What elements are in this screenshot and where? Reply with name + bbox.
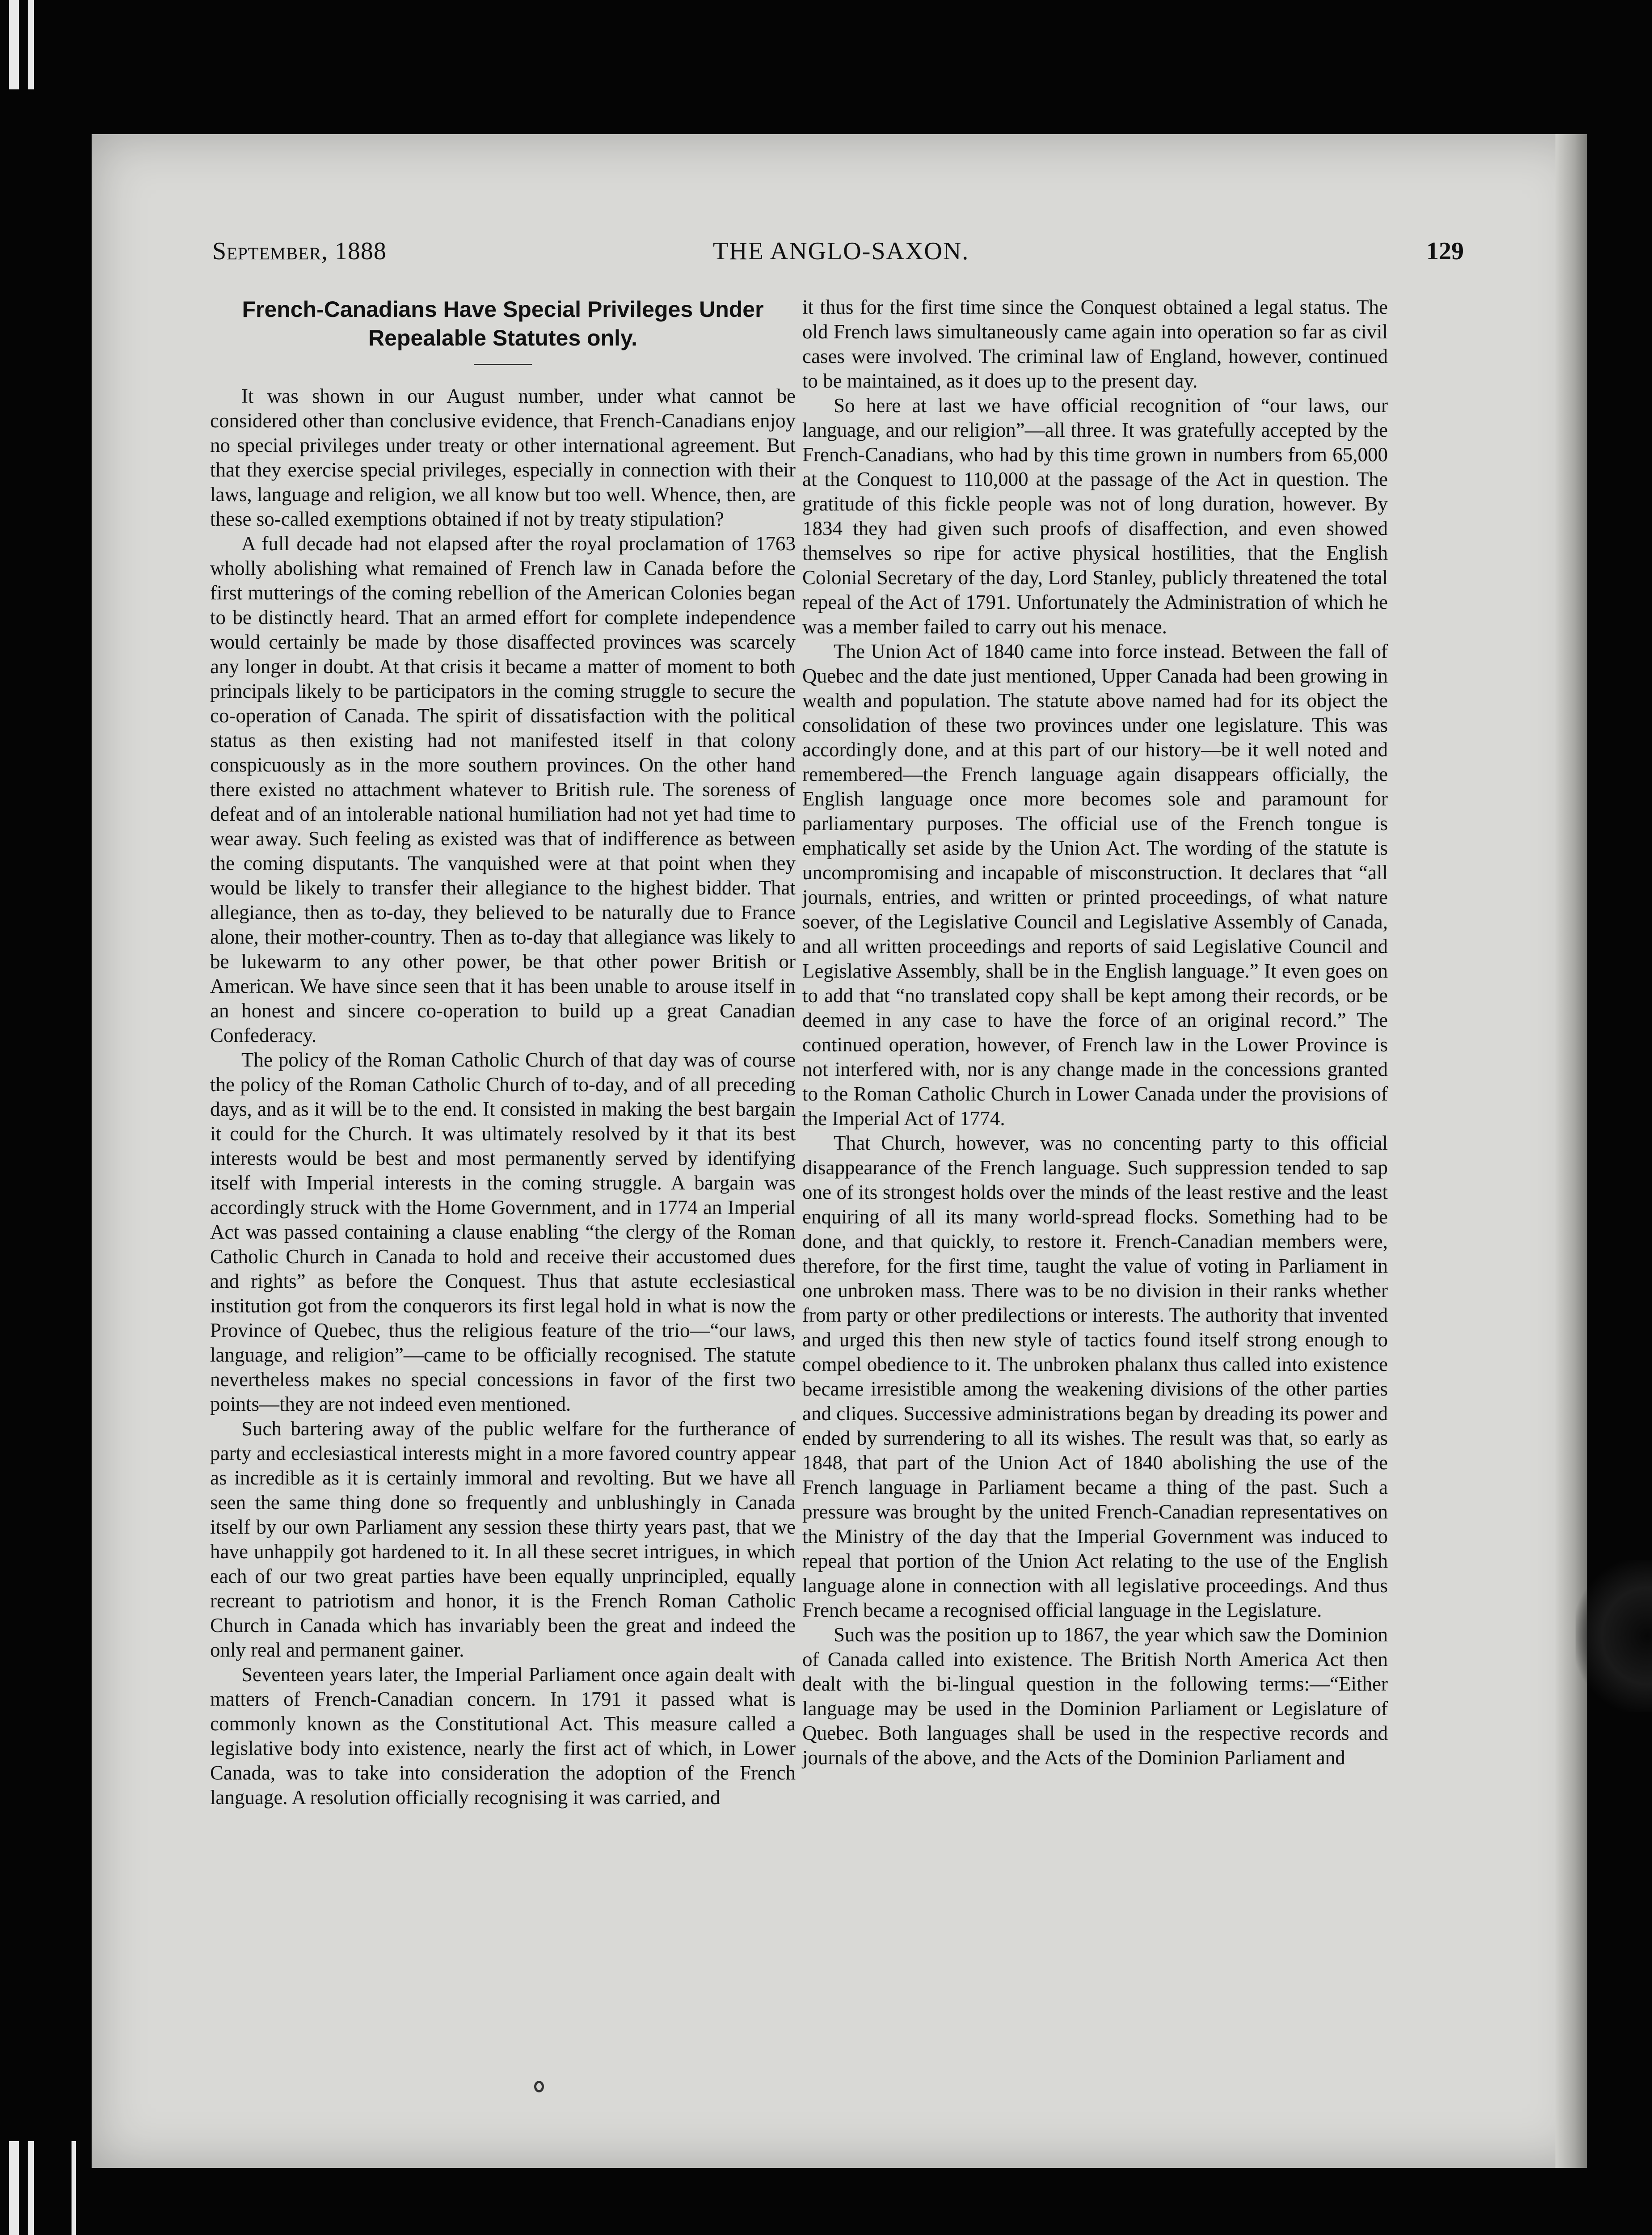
running-header [212, 237, 1464, 273]
right-column [802, 295, 1388, 1770]
paragraph: Such bartering away of the public welfare for the furtherance of party and ecclesiastical interests might in a more favored country appear as incredible as it is certainly immoral and revolting. But we have all seen the same thing done so frequently and unblushingly in Canada itself by our own Parliament any session these thirty years past, that we have unhappily got hardened to it. In all these secret intrigues, in which each of our two great parties have been equally unprincipled, equally recreant to patriotism and honor, it is the French Roman Catholic Church in Canada which has invariably been the great and indeed the only real and permanent gainer. [210, 1417, 796, 1661]
print-mark-icon [534, 2081, 544, 2092]
paragraph: Seventeen years later, the Imperial Parliament once again dealt with matters of French-Canadian concern. In 1791 it passed what is commonly known as the Constitutional Act. This measure called a legislative body into existence, nearly the first act of which, in Lower Canada, was to take into consideration the adoption of the French language. A resolution officially recognising it was carried, and [210, 1663, 796, 1809]
headline-rule [474, 364, 532, 365]
page-fold-shadow [1555, 134, 1587, 2168]
page-number: 129 [1426, 237, 1464, 265]
paragraph: Such was the position up to 1867, the year which saw the Dominion of Canada called into existence. The British North America Act then dealt with the bi-lingual question in the following terms:—“Either language may be used in the Dominion Parliament or Legislature of Quebec. Both languages shall be used in the respective records and journals of the above, and the Acts of the Dominion Parliament and [802, 1624, 1388, 1769]
left-column [210, 295, 796, 1810]
paragraph: So here at last we have official recognition of “our laws, our language, and our religion”—all three. It was gratefully accepted by the French-Canadians, who had by this time grown in numbers from 65,000 at the Conquest to 110,000 at the passage of the Act in question. The gratitude of this fickle people was not of long duration, however. By 1834 they had given such proofs of disaffection, and even showed themselves so ripe for active physical hostilities, that the English Colonial Secretary of the day, Lord Stanley, publicly threatened the total repeal of the Act of 1791. Unfortunately the Administration of which he was a member failed to carry out his menace. [802, 394, 1388, 638]
paragraph: A full decade had not elapsed after the royal proclamation of 1763 wholly abolishing what remained of French law in Canada before the first mutterings of the coming rebellion of the American Colonies began to be distinctly heard. That an armed effort for complete independence would certainly be made by those disaffected provinces was scarcely any longer in doubt. At that crisis it became a matter of moment to both principals likely to be participators in the coming struggle to secure the co-operation of Canada. The spirit of dissatisfaction with the political status as then existing had not manifested itself in that colony conspicuously as in the more southern provinces. On the other hand there existed no attachment whatever to British rule. The soreness of defeat and of an intolerable national humiliation had not yet had time to wear away. Such feeling as existed was that of indifference as between the coming disputants. The vanquished were at that point when they would be likely to transfer their allegiance to the highest bidder. That allegiance, then as to-day, they believed to be naturally due to France alone, their mother-country. Then as to-day that allegiance was likely to be lukewarm to any other power, be that other power British or American. We have since seen that it has been unable to arouse itself in an honest and sincere co-operation to build up a great Canadian Confederacy. [210, 532, 796, 1046]
paragraph: The Union Act of 1840 came into force instead. Between the fall of Quebec and the date just mentioned, Upper Canada had been growing in wealth and population. The statute above named had for its object the consolidation of these two provinces under one legislature. This was accordingly done, and at this part of our history—be it well noted and remembered—the French language again disappears officially, the English language once more becomes sole and paramount for parliamentary purposes. The official use of the French tongue is emphatically set aside by the Union Act. The wording of the statute is uncompromising and incapable of misconstruction. It declares that “all journals, entries, and written or printed proceedings, of what nature soever, of the Legislative Council and Legislative Assembly of Canada, and all written proceedings and reports of said Legislative Council and Legislative Assembly, shall be in the English language.” It even goes on to add that “no translated copy shall be kept among their records, or be deemed in any case to have the force of an original record.” The continued operation, however, of French law in the Lower Province is not interfered with, nor is any change made in the concessions granted to the Roman Catholic Church in Lower Canada under the provisions of the Imperial Act of 1774. [802, 640, 1388, 1130]
publication-title: THE ANGLO-SAXON. [713, 237, 969, 265]
newspaper-page [92, 134, 1587, 2168]
article-headline: French-Canadians Have Special Privileges Under Repealable Statutes only. [242, 297, 764, 350]
paragraph: That Church, however, was no concenting party to this official disappearance of the French language. Such suppression tended to sap one of its strongest holds over the minds of the least restive and the least enquiring of all its many world-spread flocks. Something had to be done, and that quickly, to restore it. French-Canadian members were, therefore, for the first time, taught the value of voting in Parliament in one unbroken mass. There was to be no division in their ranks whether from party or other predilections or interests. The authority that invented and urged this then new style of tactics found itself strong enough to compel obedience to it. The unbroken phalanx thus called into existence became irresistible among the weakening divisions of the other parties and cliques. Successive administrations began by dreading its power and ended by surrendering to all its wishes. The result was that, so early as 1848, that part of the Union Act of 1840 abolishing the use of the French language in Parliament became a thing of the past. Such a pressure was brought by the united French-Canadian representatives on the Ministry of the day that the Imperial Government was induced to repeal that portion of the Union Act relating to the use of the English language alone in connection with all legislative proceedings. And thus French became a recognised official language in the Legislature. [802, 1132, 1388, 1621]
scan-edge-bar [28, 2141, 34, 2235]
scan-edge-bar [28, 0, 34, 89]
scan-edge-bar [72, 2141, 76, 2235]
scan-edge-bar [9, 2141, 19, 2235]
paragraph: it thus for the first time since the Conquest obtained a legal status. The old French laws simultaneously came again into operation so far as civil cases were involved. The criminal law of England, however, continued to be maintained, as it does up to the present day. [802, 296, 1388, 392]
paragraph: It was shown in our August number, under what cannot be considered other than conclusive evidence, that French-Canadians enjoy no special privileges under treaty or other international agreement. But that they exercise special privileges, especially in connection with their laws, language and religion, we all know but too well. Whence, then, are these so-called exemptions obtained if not by treaty stipulation? [210, 385, 796, 530]
scan-edge-bar [9, 0, 19, 89]
paragraph: The policy of the Roman Catholic Church of that day was of course the policy of the Roman Catholic Church of to-day, and of all preceding days, and as it will be to the end. It consisted in making the best bargain it could for the Church. It was ultimately resolved by it that its best interests would be best and most permanently served by identifying itself with Imperial interests in the coming struggle. A bargain was accordingly struck with the Home Government, and in 1774 an Imperial Act was passed containing a clause enabling “the clergy of the Roman Catholic Church in Canada to hold and receive their accustomed dues and rights” as before the Conquest. Thus that astute ecclesiastical institution got from the conquerors its first legal hold in what is now the Province of Quebec, thus the religious feature of the trio—“our laws, language, and religion”—came to be officially recognised. The statute nevertheless makes no special concessions in favor of the first two points—they are not indeed even mentioned. [210, 1049, 796, 1415]
ink-smudge [1576, 1560, 1652, 1712]
issue-date: September, 1888 [212, 237, 387, 265]
